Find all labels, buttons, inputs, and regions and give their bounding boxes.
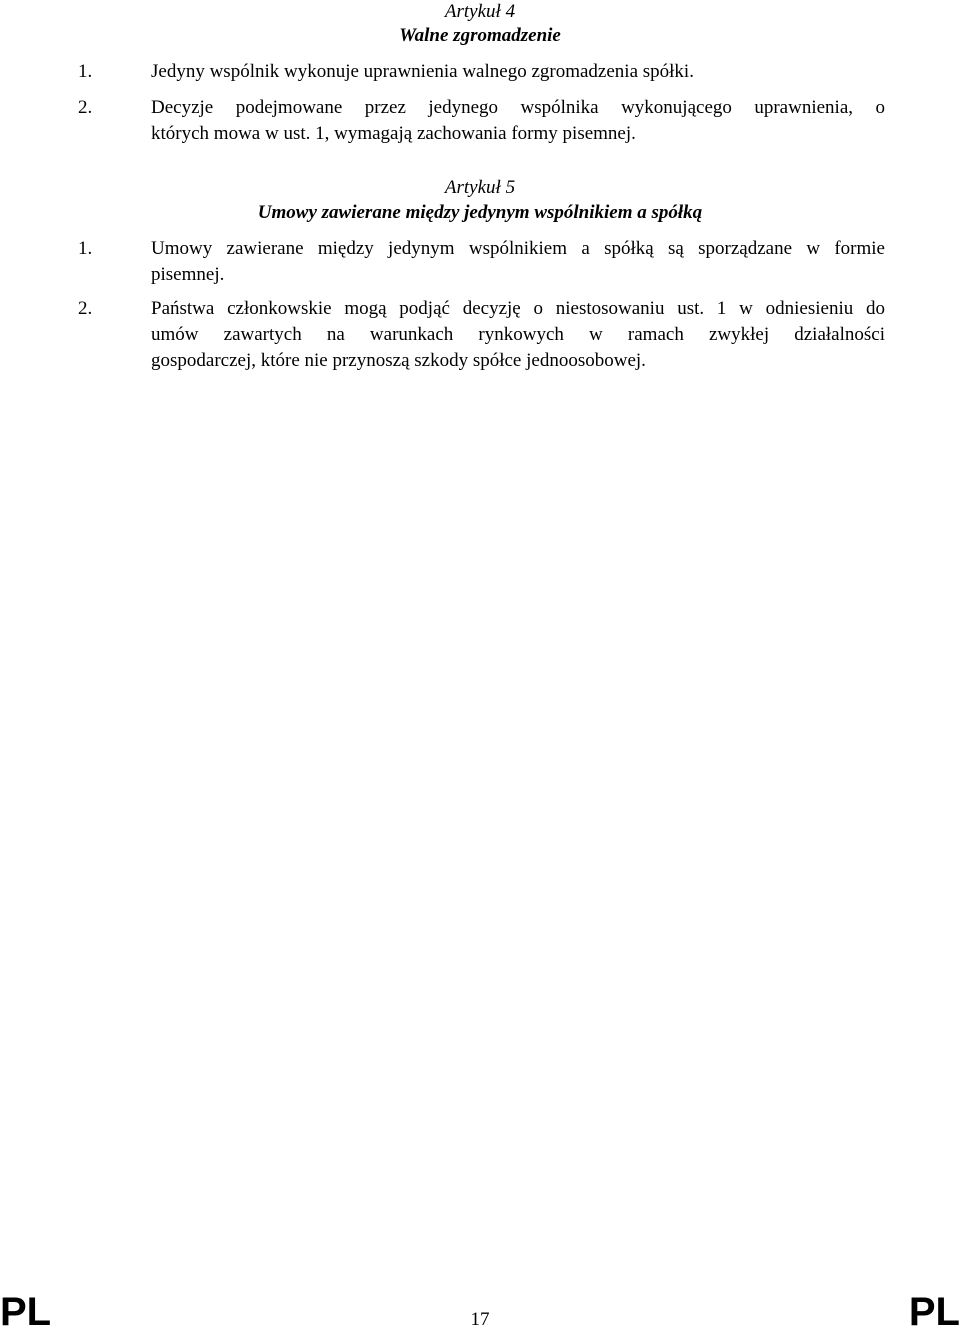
article-5-paragraph-1-number: 1.: [78, 238, 93, 259]
article-4-paragraph-1-number: 1.: [78, 61, 93, 82]
text-line: Umowy zawierane między jedynym wspólnikiem a spółką są sporządzane w formie: [151, 238, 885, 259]
article-4-paragraph-1: [151, 59, 885, 85]
text-line: Decyzje podejmowane przez jedynego wspólnika wykonującego uprawnienia, o: [151, 97, 885, 118]
text-line: pisemnej.: [151, 264, 225, 285]
page-number: 17: [470, 1309, 490, 1330]
article-5-label: Artykuł 5: [444, 177, 516, 198]
article-4-paragraph-2-number: 2.: [78, 97, 93, 118]
article-5-paragraph-1: [151, 236, 885, 288]
article-5-heading: Umowy zawierane między jedynym wspólnikiem a spółką: [257, 202, 703, 223]
article-4-label: Artykuł 4: [444, 1, 516, 22]
text-line: których mowa w ust. 1, wymagają zachowania formy pisemnej.: [151, 123, 636, 144]
text-line: umów zawartych na warunkach rynkowych w ramach zwykłej działalności: [151, 324, 885, 345]
text-line: Jedyny wspólnik wykonuje uprawnienia walnego zgromadzenia spółki.: [151, 61, 694, 82]
article-5-paragraph-2: [151, 296, 885, 374]
article-4-paragraph-2: [151, 95, 885, 147]
text-line: Państwa członkowskie mogą podjąć decyzję o niestosowaniu ust. 1 w odniesieniu do: [151, 298, 885, 319]
footer-language-code-left: PL: [0, 1290, 52, 1334]
article-4-heading: Walne zgromadzenie: [399, 25, 561, 46]
article-5-paragraph-2-number: 2.: [78, 298, 93, 319]
text-line: gospodarczej, które nie przynoszą szkody spółce jednoosobowej.: [151, 350, 646, 371]
footer-language-code-right: PL: [908, 1290, 960, 1334]
